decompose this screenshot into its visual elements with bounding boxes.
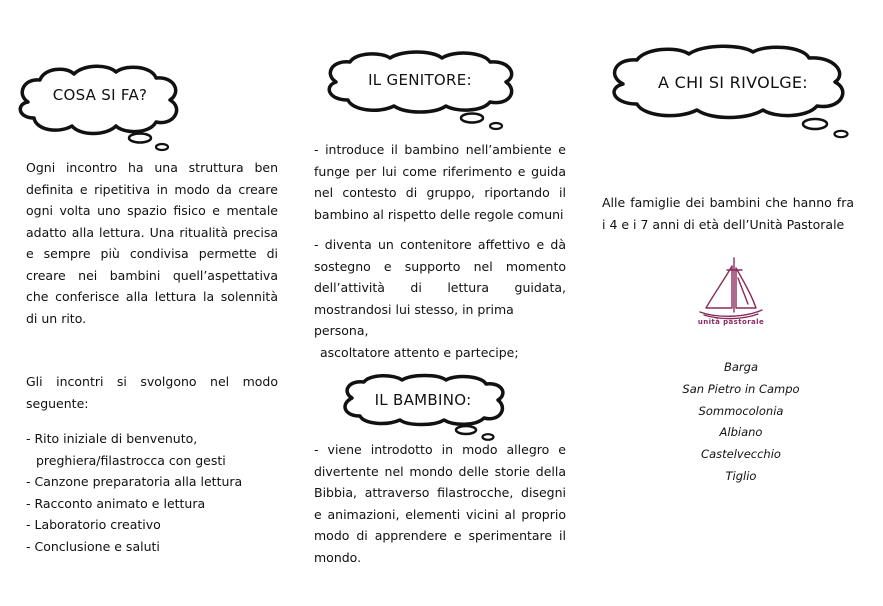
middle-column-top	[314, 139, 566, 363]
left-column	[26, 157, 278, 557]
title-a-chi-si-rivolge: A CHI SI RIVOLGE:	[657, 73, 808, 92]
left-paragraph-2: Gli incontri si svolgono nel modo seguente:	[26, 374, 278, 411]
thought-cloud-icon	[14, 64, 186, 154]
unita-pastorale-logo	[696, 254, 766, 332]
left-paragraph-1: Ogni incontro ha una struttura ben definita e ripetitiva in modo da creare ogni volta uno spazio fisico e mentale adatto alla lettura. Una ritualità precisa e sempre più condivisa permette di creare nei bambini quell’aspettativa che conferisce alla lettura la solennità di un rito.	[26, 160, 278, 326]
middle-column-bottom	[314, 439, 566, 568]
thought-cloud-icon	[338, 376, 508, 442]
right-column-text	[602, 192, 854, 235]
cloud-il-genitore	[320, 52, 520, 134]
rivolge-paragraph: Alle famiglie dei bambini che hanno fra i 4 e i 7 anni di età dell’Unità Pastorale	[602, 195, 854, 232]
place-castelvecchio: Castelvecchio	[701, 447, 781, 462]
title-il-bambino: IL BAMBINO:	[374, 391, 472, 409]
list-item: - Laboratorio creativo	[26, 517, 161, 532]
genitore-paragraph-1: - introduce il bambino nell’ambiente e funge per lui come riferimento e guida nel contesto di gruppo, riportando il bambino al rispetto delle regole comuni	[314, 142, 566, 222]
thought-cloud-icon	[603, 44, 863, 140]
genitore-paragraph-2c: ascoltatore attento e partecipe;	[320, 344, 519, 360]
cloud-il-bambino	[338, 376, 508, 442]
list-item: preghiera/filastrocca con gesti	[36, 452, 226, 468]
left-activity-list	[26, 428, 278, 557]
cloud-cosa-si-fa	[14, 64, 186, 154]
places-list	[660, 357, 822, 488]
genitore-paragraph-2: - diventa un contenitore affettivo e dà sostegno e supporto nel momento dell’attività di lettura guidata,	[314, 237, 566, 295]
list-item: - Rito iniziale di benvenuto,	[26, 431, 198, 446]
place-barga: Barga	[723, 360, 758, 374]
place-sommocolonia: Sommocolonia	[698, 403, 784, 418]
list-item: - Canzone preparatoria alla lettura	[26, 474, 243, 489]
place-san-pietro-in-campo: San Pietro in Campo	[682, 381, 800, 396]
logo-text: unità pastorale	[697, 318, 765, 326]
bambino-paragraph: - viene introdotto in modo allegro e divertente nel mondo delle storie della Bibbia, attraverso filastrocche, disegni e animazioni, elementi vicini al proprio modo di apprendere e sperimentare il mondo.	[314, 442, 566, 565]
place-tiglio: Tiglio	[725, 468, 757, 483]
genitore-paragraph-2b: mostrandosi lui stesso, in prima persona,	[314, 301, 514, 338]
title-il-genitore: IL GENITORE:	[368, 71, 472, 89]
list-item: - Conclusione e saluti	[26, 538, 160, 554]
place-albiano: Albiano	[719, 425, 763, 440]
title-cosa-si-fa: COSA SI FA?	[52, 86, 148, 104]
cloud-a-chi-si-rivolge	[603, 44, 863, 140]
list-item: - Racconto animato e lettura	[26, 495, 206, 511]
thought-cloud-icon	[320, 52, 520, 134]
